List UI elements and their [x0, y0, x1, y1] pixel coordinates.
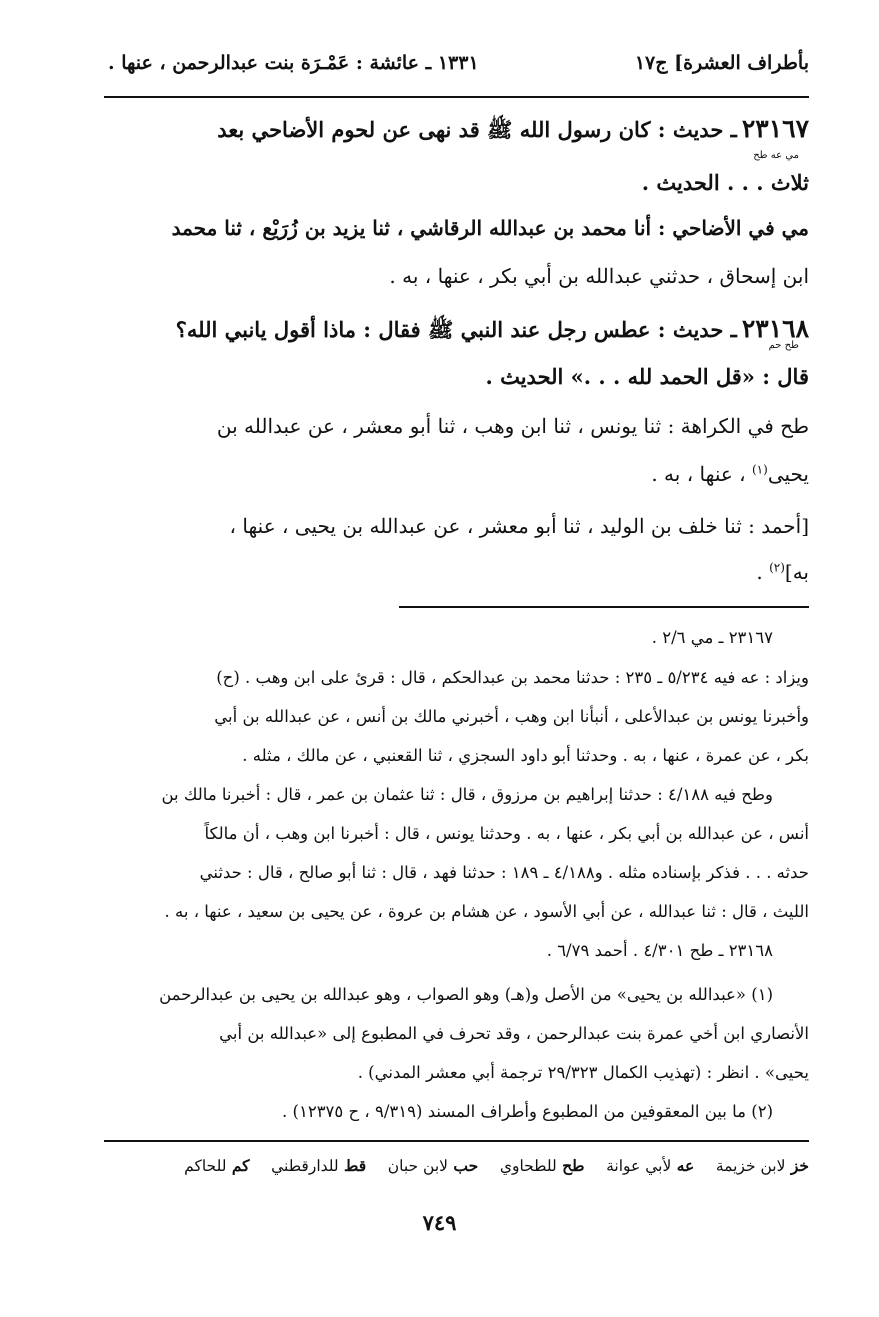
hadith-1-title-line1: ـ حديث : كان رسول الله ﷺ قد نهى عن لحوم الأضاحي بعد [217, 117, 737, 142]
footnote-ref-2[interactable]: (٢) [769, 560, 785, 575]
hadith-2-body-line1: طح في الكراهة : ثنا يونس ، ثنا ابن وهب ، ثنا أبو معشر ، عن عبدالله بن [216, 414, 809, 438]
note-line: وطح فيه ٤/١٨٨ : حدثنا إبراهيم بن مرزوق ، قال : ثنا عثمان بن عمر ، قال : أخبرنا مالك بن [161, 785, 773, 804]
hadith-2-title [176, 314, 809, 348]
hadith-2-body-text2b: ، عنها ، به . [651, 462, 746, 486]
note-line: يحيى» . انظر : (تهذيب الكمال ٢٩/٣٢٣ ترجمة أبي معشر المدني) . [357, 1063, 809, 1082]
note-line: الأنصاري ابن أخي عمرة بنت عبدالرحمن ، وقد تحرف في المطبوع إلى «عبدالله بن أبي [219, 1024, 809, 1043]
hadith-1-body-line2: ابن إسحاق ، حدثني عبدالله بن أبي بكر ، عنها ، به . [389, 264, 809, 288]
footer-rule [104, 1140, 809, 1142]
abbr-item: خز لابن خزيمة [715, 1156, 809, 1175]
note-line: أنس ، عن عبدالله بن أبي بكر ، عنها ، به . وحدثنا يونس ، قال : أخبرنا ابن وهب ، أن مالكاً [204, 824, 809, 843]
page-number: ٧٤٩ [422, 1210, 457, 1235]
hadith-1-sigla: مي عه طح [753, 150, 799, 161]
hadith-1-title [217, 114, 809, 148]
hadith-2-body-line3: [أحمد : ثنا خلف بن الوليد ، ثنا أبو معشر ، عن عبدالله بن يحيى ، عنها ، [229, 514, 809, 538]
hadith-1-title-line2: ثلاث . . . الحديث . [641, 170, 809, 195]
footnote-rule [399, 606, 809, 608]
hadith-2-body-line4 [756, 560, 809, 584]
hadith-2-body-text4b: . [756, 560, 763, 584]
hadith-2-body-text2a: يحيى [767, 462, 809, 486]
note-line: (٢) ما بين المعقوفين من المطبوع وأطراف المسند (٩/٣١٩ ، ح ١٢٣٧٥) . [282, 1102, 773, 1121]
note-line: ٢٣١٦٧ ـ مي ٢/٦ . [651, 628, 773, 647]
hadith-2-body-text4a: به] [784, 560, 809, 584]
hadith-2-title-line2: قال : «قل الحمد لله . . .» الحديث . [485, 364, 809, 389]
hadith-2-title-line1: ـ حديث : عطس رجل عند النبي ﷺ فقال : ماذا أقول يانبي الله؟ [175, 317, 737, 342]
hadith-2-sigla: طح حم [768, 340, 799, 351]
hadith-1-number: ٢٣١٦٧ [741, 114, 809, 143]
hadith-2-body-line2 [651, 462, 809, 486]
abbr-item: قط للدارقطني [271, 1156, 367, 1175]
note-line: (١) «عبدالله بن يحيى» من الأصل و(هـ) وهو الصواب ، وهو عبدالله بن يحيى بن عبدالرحمن [159, 985, 773, 1004]
note-line: ٢٣١٦٨ ـ طح ٤/٣٠١ . أحمد ٦/٧٩ . [546, 941, 773, 960]
header-rule [104, 96, 809, 98]
hadith-2-number: ٢٣١٦٨ [741, 314, 809, 343]
abbreviation-legend [184, 1156, 809, 1175]
note-line: بكر ، عن عمرة ، عنها ، به . وحدثنا أبو داود السجزي ، ثنا القعنبي ، عن مالك ، مثله . [242, 746, 809, 765]
abbr-item: طح للطحاوي [499, 1156, 585, 1175]
note-line: الليث ، قال : ثنا عبدالله ، عن أبي الأسود ، عن هشام بن عروة ، عن يحيى بن سعيد ، عنها ، به . [164, 902, 809, 921]
abbr-item: عه لأبي عوانة [606, 1156, 695, 1175]
hadith-1-body-line1 [172, 216, 809, 240]
footnote-ref-1[interactable]: (١) [751, 462, 768, 477]
abbr-item: كم للحاكم [184, 1156, 250, 1175]
header-section-title: ١٣٣١ ـ عائشة : عَمْـرَة بنت عبدالرحمن ، عنها . [108, 52, 479, 74]
note-line: وأخبرنا يونس بن عبدالأعلى ، أنبأنا ابن وهب ، أخبرني مالك بن أنس ، عن عبدالله بن أبي [214, 707, 809, 726]
header-book-title: بأطراف العشرة] ج١٧ [634, 52, 809, 74]
hadith-1-body-text1: مي في الأضاحي : أنا محمد بن عبدالله الرقاشي ، ثنا يزيد بن زُرَيْع ، ثنا محمد [171, 216, 809, 240]
note-line: ويزاد : عه فيه ٥/٢٣٤ ـ ٢٣٥ : حدثنا محمد بن عبدالحكم ، قال : قرئ على ابن وهب . (ح) [216, 668, 809, 687]
note-line: حدثه . . . فذكر بإسناده مثله . و٤/١٨٨ ـ ١٨٩ : حدثنا فهد ، قال : ثنا أبو صالح ، قال : حدثني [199, 863, 809, 882]
abbr-item: حب لابن حبان [387, 1156, 479, 1175]
